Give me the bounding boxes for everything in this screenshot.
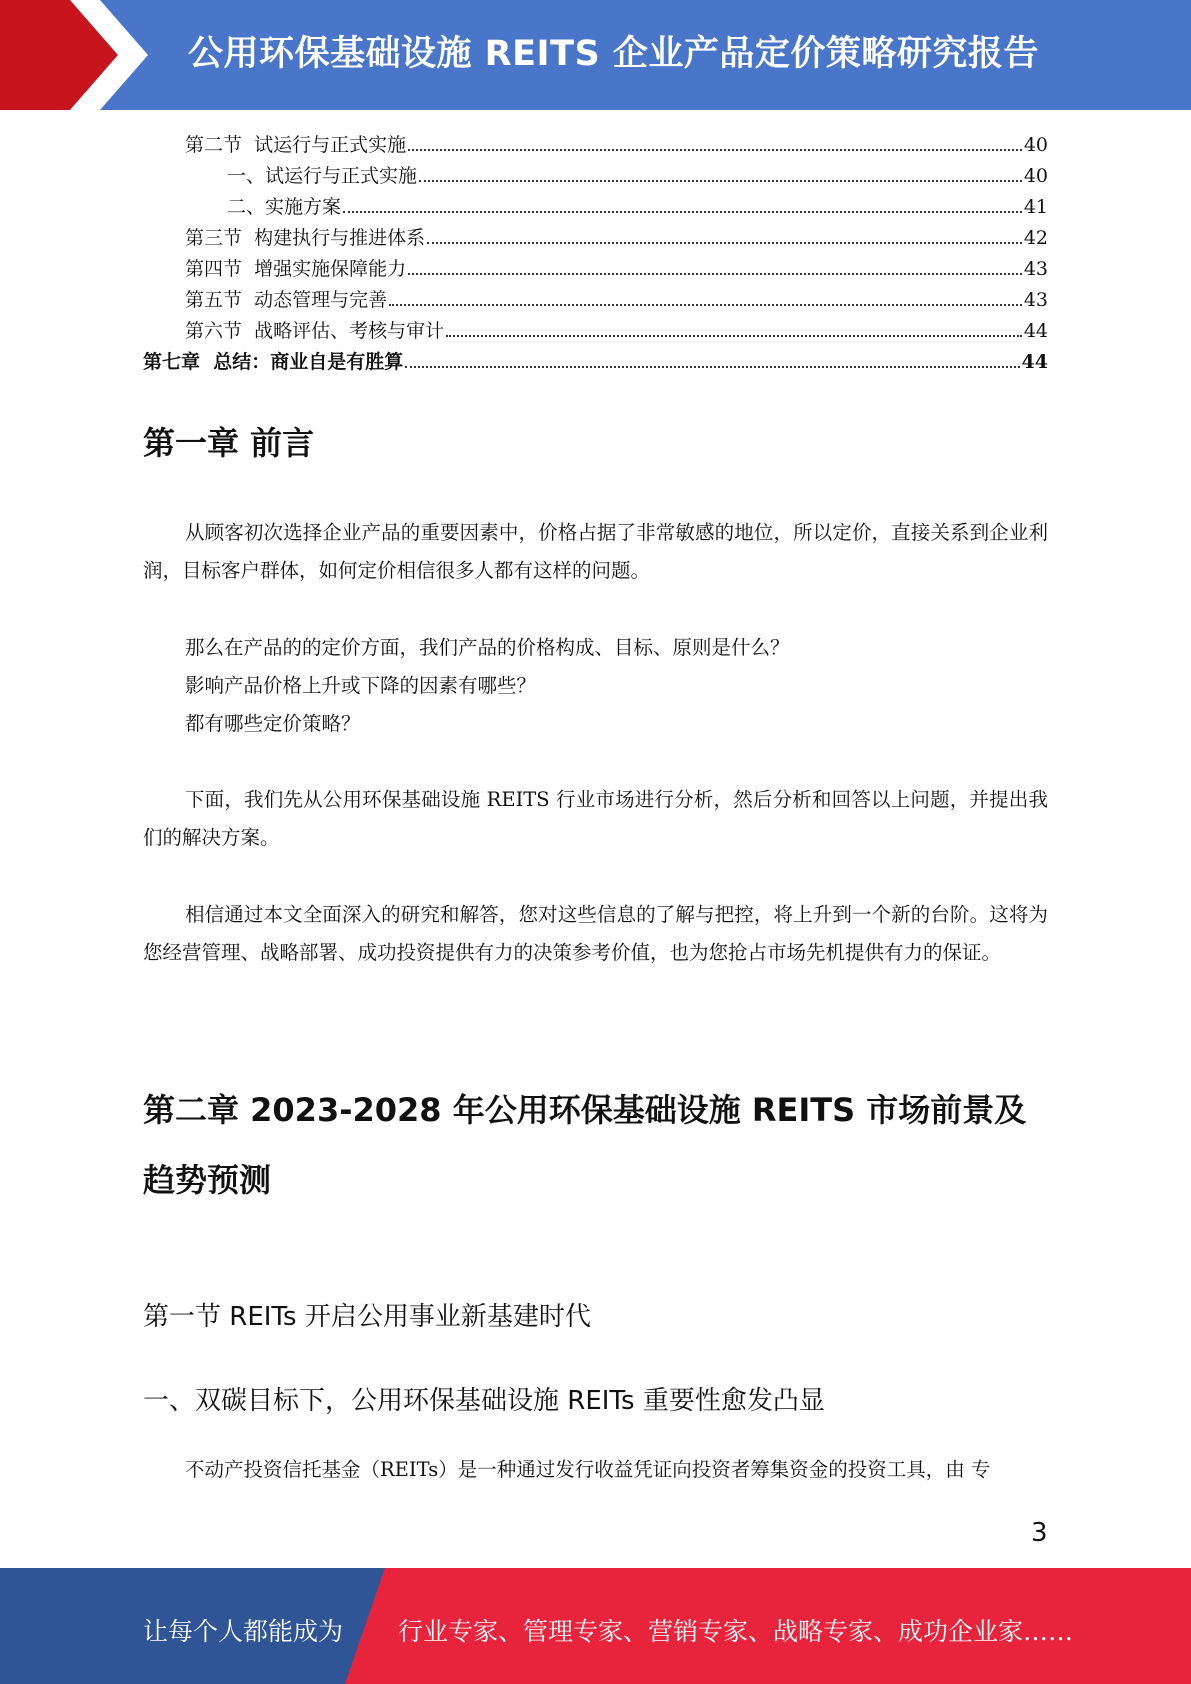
toc-leader xyxy=(405,366,1019,368)
footer-slogan-left: 让每个人都能成为 xyxy=(143,1617,344,1646)
chapter1-paragraph: 相信通过本文全面深入的研究和解答，您对这些信息的了解与把控，将上升到一个新的台阶。这将为您经营管理、战略部署、成功投资提供有力的决策参考价值，也为您抢占市场先机提供有力的保证。 xyxy=(143,903,1048,964)
toc-label: 二、实施方案 xyxy=(227,196,342,218)
toc-leader xyxy=(419,180,1022,182)
toc-page: 44 xyxy=(1021,351,1048,373)
toc-page: 43 xyxy=(1023,258,1048,280)
toc-entry[interactable] xyxy=(143,161,1048,192)
footer-banner xyxy=(0,1568,1191,1684)
toc-page: 41 xyxy=(1023,196,1048,218)
toc-label: 第五节 动态管理与完善 xyxy=(185,289,388,311)
toc-leader xyxy=(408,149,1022,151)
footer-slogan-right: 行业专家、管理专家、营销专家、战略专家、成功企业家…… xyxy=(398,1617,1074,1646)
toc-page: 40 xyxy=(1023,165,1048,187)
toc-page: 40 xyxy=(1023,134,1048,156)
toc-leader xyxy=(408,273,1022,275)
toc-page: 43 xyxy=(1023,289,1048,311)
chapter1-question: 都有哪些定价策略？ xyxy=(185,712,361,735)
toc-label: 第六节 战略评估、考核与审计 xyxy=(185,320,445,342)
section-heading: 第一节 REITs 开启公用事业新基建时代 xyxy=(143,1302,591,1332)
chapter1-paragraph: 从顾客初次选择企业产品的重要因素中，价格占据了非常敏感的地位，所以定价，直接关系到企业利润，目标客户群体，如何定价相信很多人都有这样的问题。 xyxy=(143,521,1048,582)
chapter2-heading: 第二章 2023-2028 年公用环保基础设施 REITS 市场前景及趋势预测 xyxy=(143,1091,1027,1199)
chapter1-paragraph: 下面，我们先从公用环保基础设施 REITS 行业市场进行分析，然后分析和回答以上问题，并提出我们的解决方案。 xyxy=(143,788,1048,849)
chapter1-question: 那么在产品的的定价方面，我们产品的价格构成、目标、原则是什么？ xyxy=(185,636,790,659)
toc-page: 44 xyxy=(1023,320,1048,342)
chapter1-question: 影响产品价格上升或下降的因素有哪些？ xyxy=(185,674,537,697)
toc-leader xyxy=(427,242,1022,244)
toc-page: 42 xyxy=(1023,227,1048,249)
chapter1-heading: 第一章 前言 xyxy=(143,424,315,462)
toc-leader xyxy=(343,211,1022,213)
toc-label: 第二节 试运行与正式实施 xyxy=(185,134,407,156)
table-of-contents xyxy=(143,130,1048,378)
toc-entry[interactable] xyxy=(143,223,1048,254)
page-number: 3 xyxy=(1031,1518,1048,1548)
toc-entry[interactable] xyxy=(143,254,1048,285)
header-banner xyxy=(0,0,1191,110)
toc-entry[interactable] xyxy=(143,316,1048,347)
toc-label: 第三节 构建执行与推进体系 xyxy=(185,227,426,249)
toc-leader xyxy=(389,304,1022,306)
subsection-heading: 一、双碳目标下，公用环保基础设施 REITs 重要性愈发凸显 xyxy=(143,1386,825,1416)
toc-label: 第四节 增强实施保障能力 xyxy=(185,258,407,280)
toc-label: 一、试运行与正式实施 xyxy=(227,165,418,187)
toc-leader xyxy=(446,335,1022,337)
toc-entry[interactable] xyxy=(143,285,1048,316)
toc-entry[interactable] xyxy=(143,130,1048,161)
report-title: 公用环保基础设施 REITS 企业产品定价策略研究报告 xyxy=(188,34,1039,74)
toc-label: 第七章 总结：商业自是有胜算 xyxy=(143,351,404,373)
toc-entry-chapter[interactable] xyxy=(143,347,1048,378)
chapter2-paragraph: 不动产投资信托基金（REITs）是一种通过发行收益凭证向投资者筹集资金的投资工具，由 专 xyxy=(185,1458,991,1481)
toc-entry[interactable] xyxy=(143,192,1048,223)
